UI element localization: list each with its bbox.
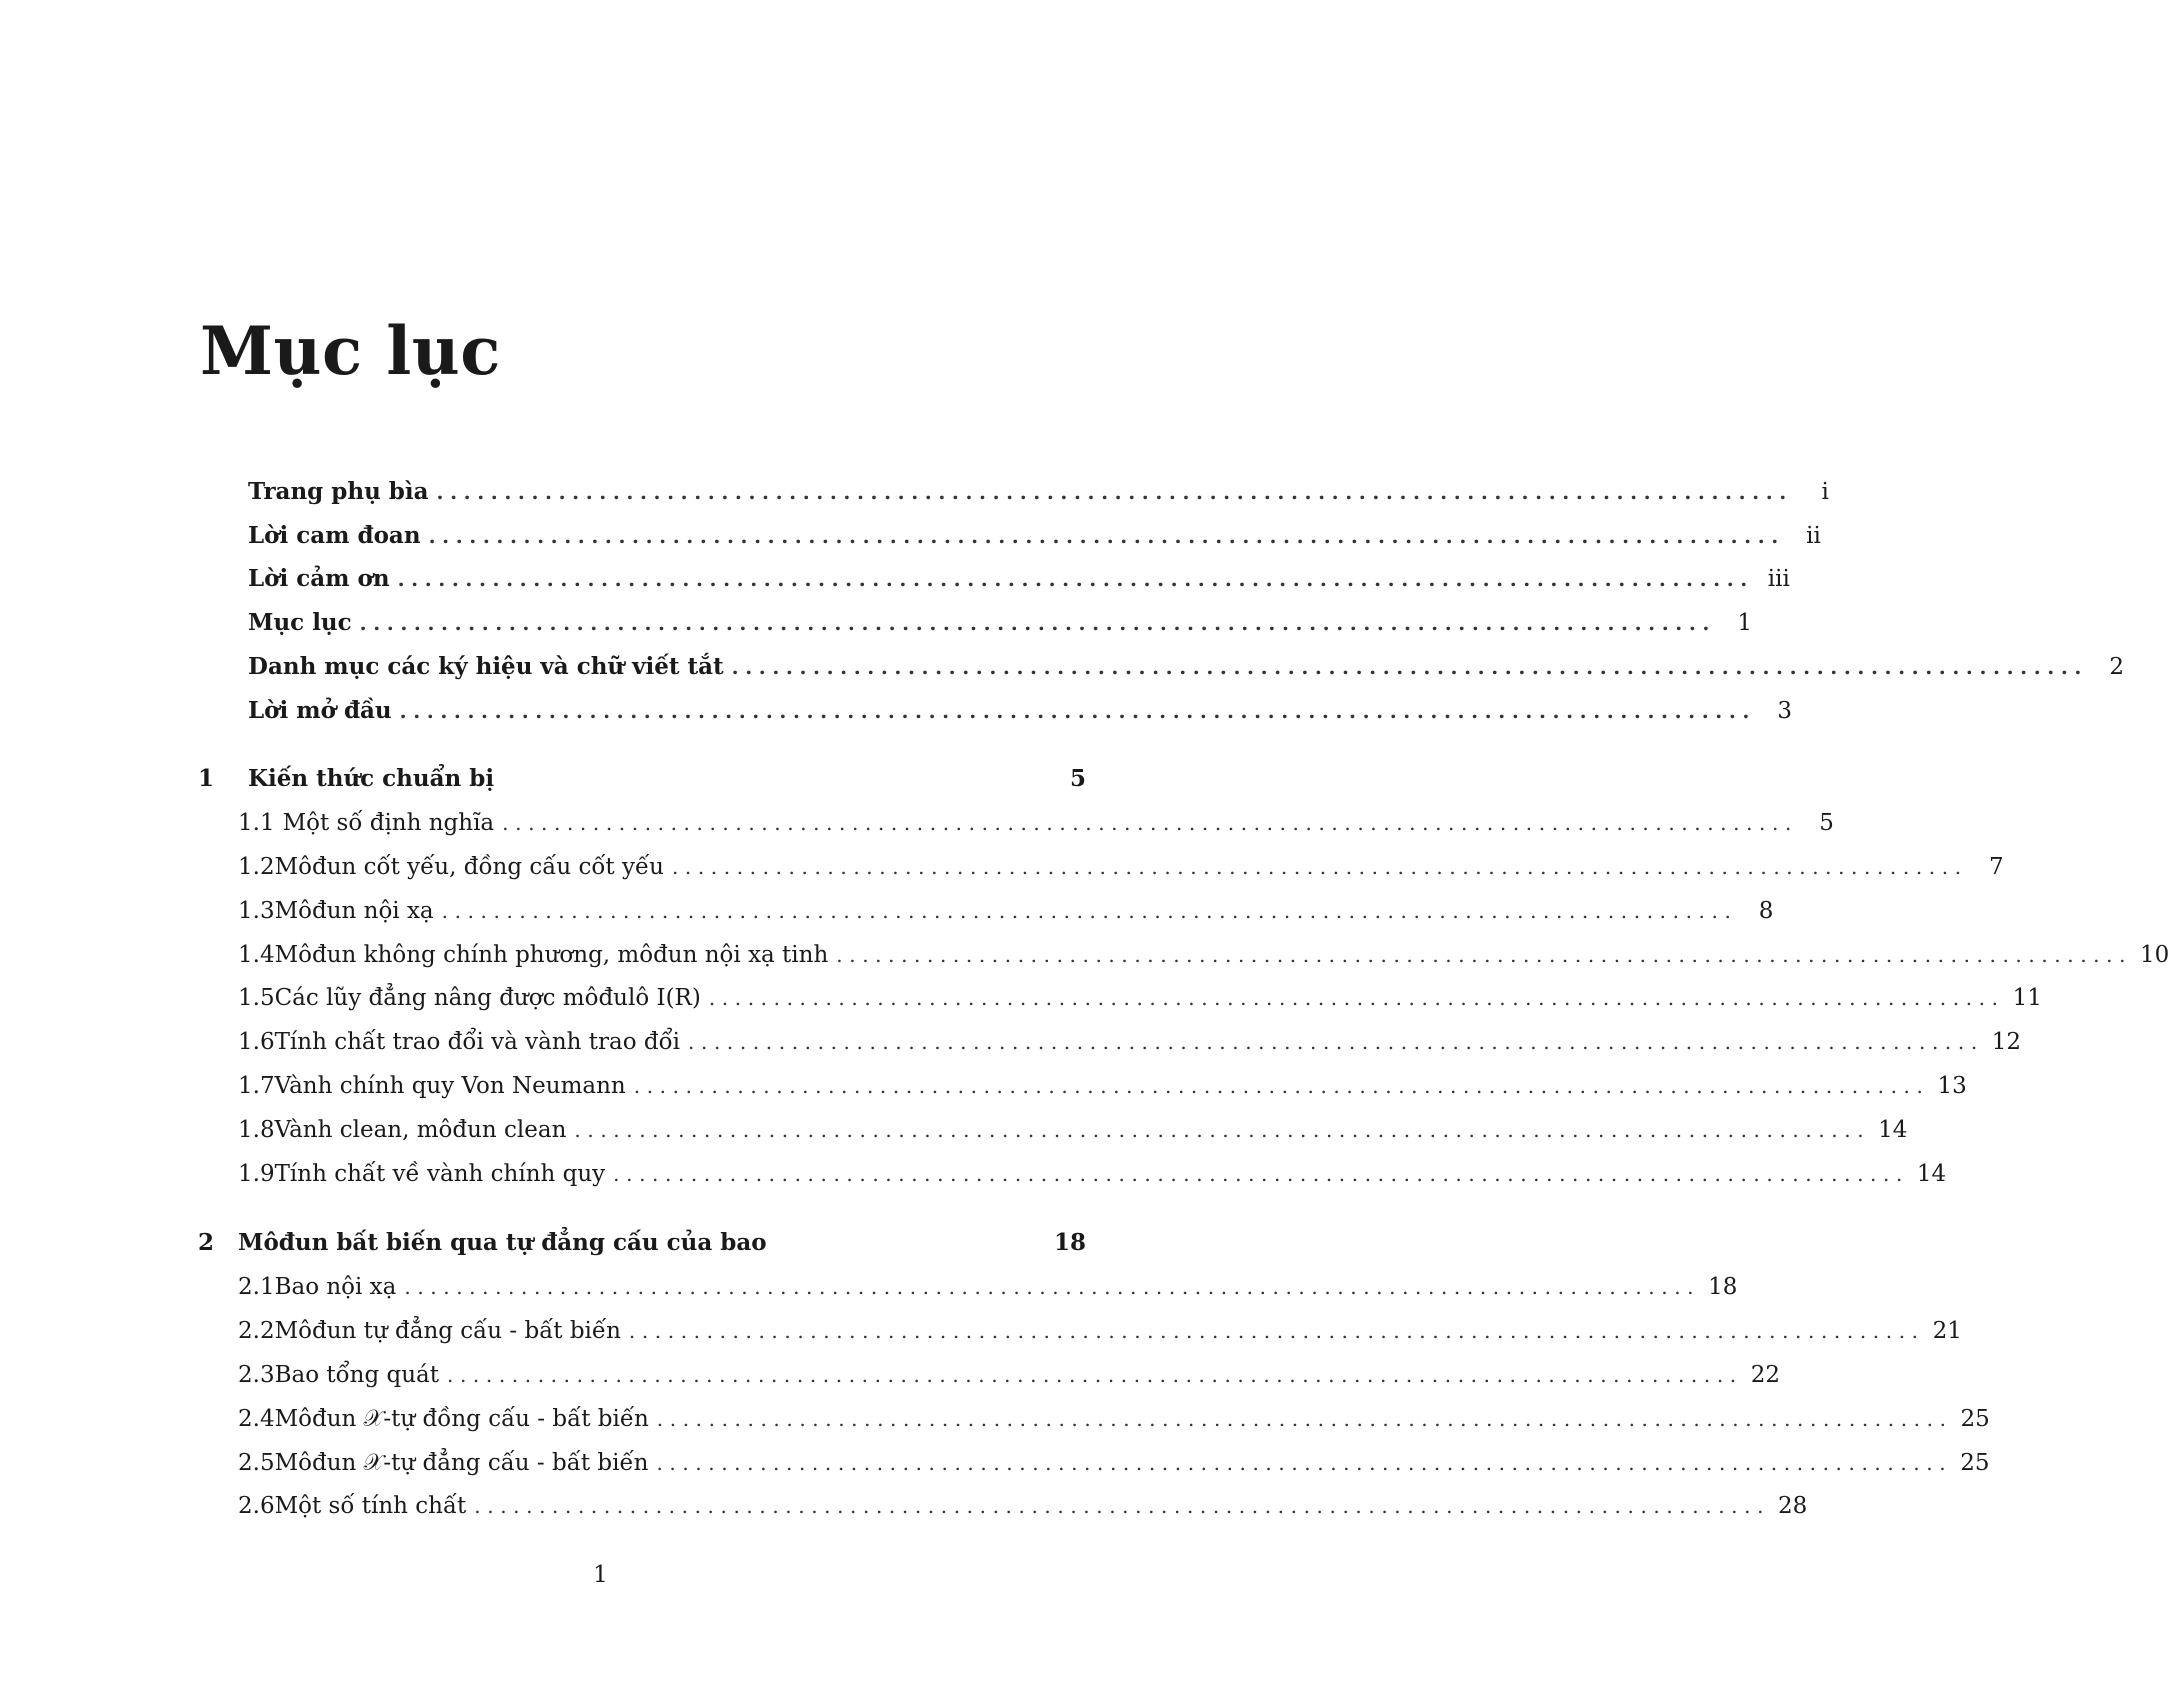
dot-leader: .................................................................................................... [436, 480, 1793, 504]
entry-page-number: iii [1767, 566, 1790, 592]
section-page-number: 5 [1819, 810, 1834, 836]
section-page-number: 25 [1960, 1406, 1990, 1432]
section-number: 2.3 [238, 1362, 275, 1388]
dot-leader: .................................................................................................... [613, 1162, 1909, 1186]
chapter-title: Kiến thức chuẩn bị [248, 765, 495, 792]
chapter-number: 1 [198, 765, 215, 792]
page-title: Mục lục [200, 312, 501, 390]
section-number: 1.6 [238, 1029, 275, 1055]
entry-label: Lời mở đầu [248, 697, 392, 724]
dot-leader: .................................................................................................... [656, 1451, 1953, 1475]
section-title: Môđun nội xạ [274, 898, 434, 924]
entry-page-number: 3 [1777, 698, 1792, 724]
section-title: Môđun 𝒳-tự đẳng cấu - bất biến [274, 1450, 649, 1476]
toc-section-entry[interactable] [238, 940, 2169, 970]
section-page-number: 8 [1758, 898, 1774, 924]
toc-section-entry[interactable] [238, 1448, 1990, 1478]
section-page-number: 14 [1878, 1117, 1908, 1143]
toc-section-entry[interactable] [238, 852, 2004, 882]
section-page-number: 10 [2140, 942, 2169, 968]
section-title: Môđun không chính phương, môđun nội xạ tinh [274, 942, 829, 968]
toc-section-entry[interactable] [238, 1115, 1908, 1145]
toc-entry-front[interactable] [248, 521, 1821, 551]
dot-leader: .................................................................................................... [447, 1363, 1743, 1387]
section-title: Tính chất trao đổi và vành trao đổi [274, 1029, 681, 1055]
dot-leader: .................................................................................................... [441, 899, 1738, 923]
chapter-page-number: 18 [1053, 1229, 1086, 1256]
section-page-number: 25 [1960, 1450, 1990, 1476]
section-number: 2.2 [238, 1318, 275, 1344]
section-title: Môđun cốt yếu, đồng cấu cốt yếu [274, 854, 664, 880]
section-title: Bao nội xạ [274, 1274, 397, 1300]
dot-leader: .................................................................................................... [656, 1407, 1953, 1431]
dot-leader: .................................................................................................... [404, 1275, 1701, 1299]
entry-page-number: i [1821, 479, 1829, 505]
section-number: 1.3 [238, 898, 275, 924]
section-title: Bao tổng quát [274, 1362, 440, 1388]
section-page-number: 13 [1937, 1073, 1967, 1099]
chapter-number: 2 [198, 1229, 215, 1256]
section-title: Vành chính quy Von Neumann [274, 1073, 626, 1099]
dot-leader: .................................................................................................... [688, 1030, 1984, 1054]
section-number: 1.7 [238, 1073, 275, 1099]
dot-leader: .................................................................................................... [731, 655, 2088, 679]
toc-chapter-heading[interactable] [198, 764, 1086, 794]
dot-leader: .................................................................................................... [399, 699, 1756, 723]
toc-entry-front[interactable] [248, 696, 1792, 726]
dot-leader: .................................................................................................... [502, 811, 1798, 835]
section-number: 1.9 [238, 1161, 275, 1187]
toc-section-entry[interactable] [238, 1316, 1962, 1346]
dot-leader: .................................................................................................... [708, 986, 2005, 1010]
section-number: 2.1 [238, 1274, 275, 1300]
section-page-number: 22 [1750, 1362, 1781, 1388]
toc-section-entry[interactable] [238, 1272, 1738, 1302]
toc-section-entry[interactable] [238, 983, 2042, 1013]
toc-chapter-heading[interactable] [198, 1228, 1086, 1258]
dot-leader: .................................................................................................... [574, 1118, 1871, 1142]
section-number: 2.6 [238, 1493, 275, 1519]
section-title: Môđun 𝒳-tự đồng cấu - bất biến [274, 1406, 649, 1432]
chapter-page-number: 5 [1069, 765, 1086, 792]
dot-leader: .................................................................................................... [671, 855, 1968, 879]
section-page-number: 11 [2012, 985, 2042, 1011]
entry-label: Lời cam đoan [248, 522, 421, 549]
dot-leader: .................................................................................................... [474, 1494, 1771, 1518]
dot-leader: .................................................................................................... [359, 611, 1716, 635]
section-title: Vành clean, môđun clean [274, 1117, 567, 1143]
section-number: 2.5 [238, 1450, 275, 1476]
dot-leader: .................................................................................................... [628, 1319, 1925, 1343]
section-number: 1.8 [238, 1117, 275, 1143]
section-number: 1.2 [238, 854, 275, 880]
section-page-number: 7 [1989, 854, 2004, 880]
dot-leader: .................................................................................................... [836, 943, 2133, 967]
section-page-number: 21 [1932, 1318, 1962, 1344]
section-title: Tính chất về vành chính quy [274, 1161, 606, 1187]
entry-label: Danh mục các ký hiệu và chữ viết tắt [248, 653, 724, 680]
dot-leader: .................................................................................................... [633, 1074, 1930, 1098]
entry-page-number: ii [1806, 523, 1821, 549]
section-number: 1.1 [238, 810, 275, 836]
toc-section-entry[interactable] [238, 1491, 1808, 1521]
section-page-number: 14 [1916, 1161, 1947, 1187]
toc-entry-front[interactable] [248, 564, 1790, 594]
toc-entry-front[interactable] [248, 477, 1829, 507]
section-number: 2.4 [238, 1406, 275, 1432]
section-title: Môđun tự đẳng cấu - bất biến [274, 1318, 621, 1344]
toc-entry-front[interactable] [248, 608, 1752, 638]
entry-label: Trang phụ bìa [248, 478, 429, 505]
toc-section-entry[interactable] [238, 1159, 1947, 1189]
section-title: Một số định nghĩa [282, 810, 495, 836]
toc-entry-front[interactable] [248, 652, 2124, 682]
entry-label: Mục lục [248, 609, 352, 636]
dot-leader: .................................................................................................... [428, 524, 1785, 548]
page-number-footer: 1 [593, 1562, 608, 1588]
section-title: Các lũy đẳng nâng được môđulô I(R) [274, 985, 701, 1011]
section-number: 1.4 [238, 942, 275, 968]
section-page-number: 28 [1778, 1493, 1808, 1519]
entry-page-number: 1 [1737, 610, 1752, 636]
entry-page-number: 2 [2109, 654, 2124, 680]
chapter-title: Môđun bất biến qua tự đẳng cấu của bao [238, 1229, 767, 1256]
section-number: 1.5 [238, 985, 275, 1011]
toc-section-entry[interactable] [238, 1071, 1967, 1101]
toc-section-entry[interactable] [238, 1360, 1781, 1390]
toc-section-entry[interactable] [238, 896, 1774, 926]
toc-section-entry[interactable] [238, 1027, 2022, 1057]
section-page-number: 12 [1991, 1029, 2022, 1055]
entry-label: Lời cảm ơn [248, 565, 390, 592]
section-page-number: 18 [1708, 1274, 1738, 1300]
section-title: Một số tính chất [274, 1493, 467, 1519]
toc-section-entry[interactable] [238, 808, 1834, 838]
toc-section-entry[interactable] [238, 1404, 1990, 1434]
dot-leader: .................................................................................................... [397, 567, 1754, 591]
